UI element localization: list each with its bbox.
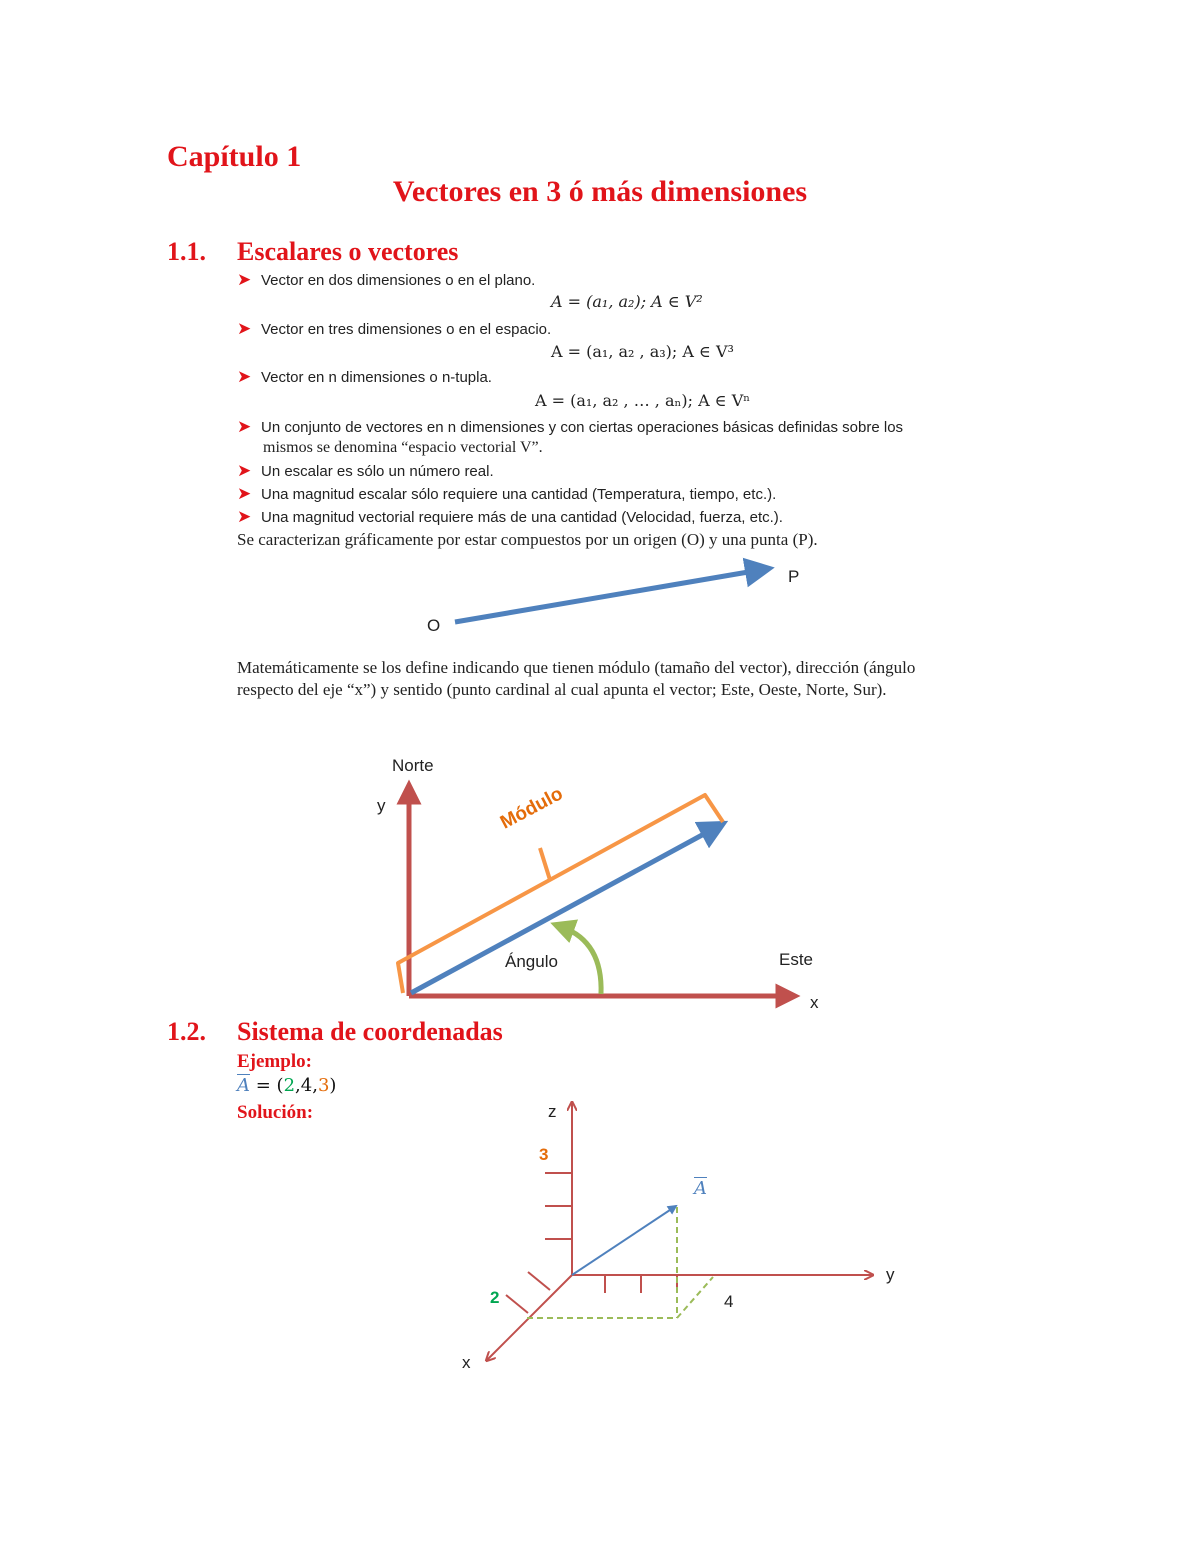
- x-tick: [528, 1272, 550, 1290]
- bullet-arrow-icon: ➤: [237, 507, 252, 526]
- tip-label: P: [788, 567, 800, 586]
- section-1-title: Escalares o vectores: [237, 237, 459, 266]
- list-item: ➤ Vector en tres dimensiones o en el espacio.: [237, 319, 552, 338]
- formula-vn: A = (a₁, a₂ , … , aₙ); A ∈ Vⁿ: [535, 391, 751, 410]
- modulo-label: Módulo: [497, 783, 567, 834]
- bullet-arrow-icon: ➤: [237, 270, 252, 289]
- vector-name: $\overline{A}$: [237, 1075, 250, 1096]
- z-axis-label: z: [548, 1102, 557, 1121]
- section-2-number: 1.2.: [167, 1017, 206, 1046]
- projection-lines: [527, 1207, 713, 1318]
- list-item: ➤ Vector en n dimensiones o n-tupla.: [237, 367, 492, 386]
- modulo-brace: [398, 795, 723, 993]
- east-label: Este: [779, 950, 814, 969]
- angulo-label: Ángulo: [505, 952, 558, 971]
- list-item: ➤ Una magnitud escalar sólo requiere una cantidad (Temperatura, tiempo, etc.).: [237, 484, 777, 503]
- vector-a-label: $\overline{A}$: [694, 1178, 707, 1199]
- formula-v3: A = (a₁, a₂ , a₃); A ∈ V³: [551, 342, 734, 361]
- x-value-label: 2: [490, 1288, 500, 1307]
- bullet-arrow-icon: ➤: [237, 461, 252, 480]
- page-title: Vectores en 3 ó más dimensiones: [392, 175, 808, 208]
- origin-sentence: Se caracterizan gráficamente por estar compuestos por un origen (O) y una punta (P).: [237, 530, 818, 549]
- list-item: ➤ Un conjunto de vectores en n dimensiones y con ciertas operaciones básicas definidas sobre los: [237, 417, 904, 436]
- x-tick: [506, 1295, 528, 1313]
- vector-a-line: [572, 1206, 676, 1275]
- component-2: 4: [300, 1075, 313, 1096]
- bullet-arrow-icon: ➤: [237, 319, 252, 338]
- north-label: Norte: [392, 756, 434, 775]
- paragraph-line-2: respecto del eje “x”) y sentido (punto cardinal al cual apunta el vector; Este, Oeste, Norte, Sur).: [237, 680, 887, 699]
- component-3: 3: [317, 1075, 330, 1096]
- list-item: ➤ Un escalar es sólo un número real.: [237, 461, 494, 480]
- y-axis-label: y: [377, 796, 386, 815]
- example-label: Ejemplo:: [237, 1051, 312, 1072]
- vector-op-line: [455, 570, 760, 622]
- y-axis-label: y: [886, 1265, 895, 1284]
- diagram-modulo-angulo: [398, 792, 788, 996]
- y-value-label: 4: [724, 1292, 734, 1311]
- section-2-title: Sistema de coordenadas: [237, 1017, 503, 1046]
- section-2-heading: [167, 1017, 503, 1047]
- z-value-label: 3: [539, 1145, 549, 1164]
- diagram-3d-axes: [487, 1103, 872, 1360]
- bullet-arrow-icon: ➤: [237, 367, 252, 386]
- solution-label: Solución:: [237, 1102, 314, 1123]
- x-axis-label: x: [462, 1353, 471, 1372]
- list-item-continuation: mismos se denomina “espacio vectorial V”.: [263, 439, 543, 456]
- component-1: 2: [283, 1075, 296, 1096]
- example-vector: $\overline{A} = (2,4,3)$: [237, 1075, 337, 1096]
- bullet-arrow-icon: ➤: [237, 484, 252, 503]
- origin-label: O: [427, 616, 441, 635]
- bullet-arrow-icon: ➤: [237, 417, 252, 436]
- section-1-number: 1.1.: [167, 237, 206, 266]
- chapter-label: Capítulo 1: [167, 140, 302, 173]
- paragraph-line-1: Matemáticamente se los define indicando que tienen módulo (tamaño del vector), dirección (ángulo: [237, 658, 916, 677]
- formula-v2: A = (a₁, a₂); A ∈ V²: [551, 292, 703, 311]
- angle-arc: [562, 927, 601, 994]
- list-item: ➤ Una magnitud vectorial requiere más de una cantidad (Velocidad, fuerza, etc.).: [237, 507, 783, 526]
- x-axis-label: x: [810, 993, 819, 1012]
- list-item: ➤ Vector en dos dimensiones o en el plano.: [237, 270, 536, 289]
- vector-line: [411, 828, 715, 993]
